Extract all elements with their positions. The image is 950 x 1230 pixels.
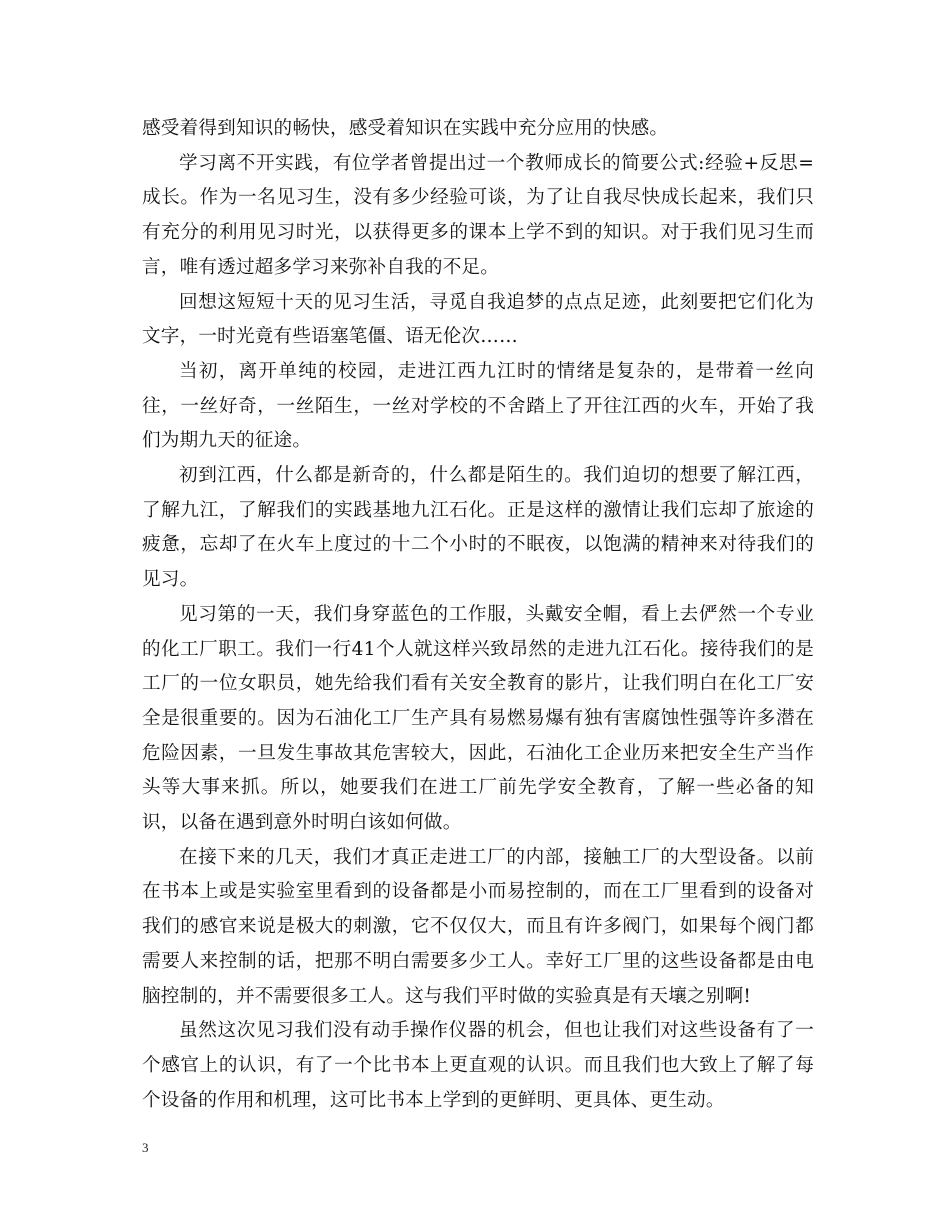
paragraph: 初到江西，什么都是新奇的，什么都是陌生的。我们迫切的想要了解江西，了解九江，了解我们的实践基地九江石化。正是这样的激情让我们忘却了旅途的疲惫，忘却了在火车上度过的十二个小时的不眠夜，以饱满的精神来对待我们的见习。 [142,465,814,591]
paragraph: 学习离不开实践，有位学者曾提出过一个教师成长的简要公式:经验+反思=成长。作为一名见习生，没有多少经验可谈，为了让自我尽快成长起来，我们只有充分的利用见习时光，以获得更多的课本上学不到的知识。对于我们见习生而言，唯有透过超多学习来弥补自我的不足。 [142,152,814,278]
paragraph: 回想这短短十天的见习生活，寻觅自我追梦的点点足迹，此刻要把它们化为文字，一时光竟有些语塞笔僵、语无伦次…… [142,291,814,348]
paragraph: 感受着得到知识的畅快，感受着知识在实践中充分应用的快感。 [142,118,669,139]
paragraph: 当初，离开单纯的校园，走进江西九江时的情绪是复杂的，是带着一丝向往，一丝好奇，一丝陌生，一丝对学校的不舍踏上了开往江西的火车，开始了我们为期九天的征途。 [142,360,814,452]
paragraph: 在接下来的几天，我们才真正走进工厂的内部，接触工厂的大型设备。以前在书本上或是实验室里看到的设备都是小而易控制的，而在工厂里看到的设备对我们的感官来说是极大的刺激，它不仅仅大，而且有许多阀门，如果每个阀门都需要人来控制的话，把那不明白需要多少工人。幸好工厂里的这些设备都是由电脑控制的，并不需要很多工人。这与我们平时做的实验真是有天壤之别啊! [142,846,814,1007]
paragraph: 虽然这次见习我们没有动手操作仪器的机会，但也让我们对这些设备有了一个感官上的认识，有了一个比书本上更直观的认识。而且我们也大致上了解了每个设备的作用和机理，这可比书本上学到的更鲜明、更具体、更生动。 [142,1020,814,1111]
page-number: 3 [142,1140,149,1155]
paragraph: 见习第的一天，我们身穿蓝色的工作服，头戴安全帽，看上去俨然一个专业的化工厂职工。我们一行41个人就这样兴致昂然的走进九江石化。接待我们的是工厂的一位女职员，她先给我们看有关安全教育的影片，让我们明白在化工厂安全是很重要的。因为石油化工厂生产具有易燃易爆有独有害腐蚀性强等许多潜在危险因素，一旦发生事故其危害较大，因此，石油化工企业历来把安全生产当作头等大事来抓。所以，她要我们在进工厂前先学安全教育，了解一些必备的知识，以备在遇到意外时明白该如何做。 [142,603,814,834]
document-body [142,112,814,1118]
